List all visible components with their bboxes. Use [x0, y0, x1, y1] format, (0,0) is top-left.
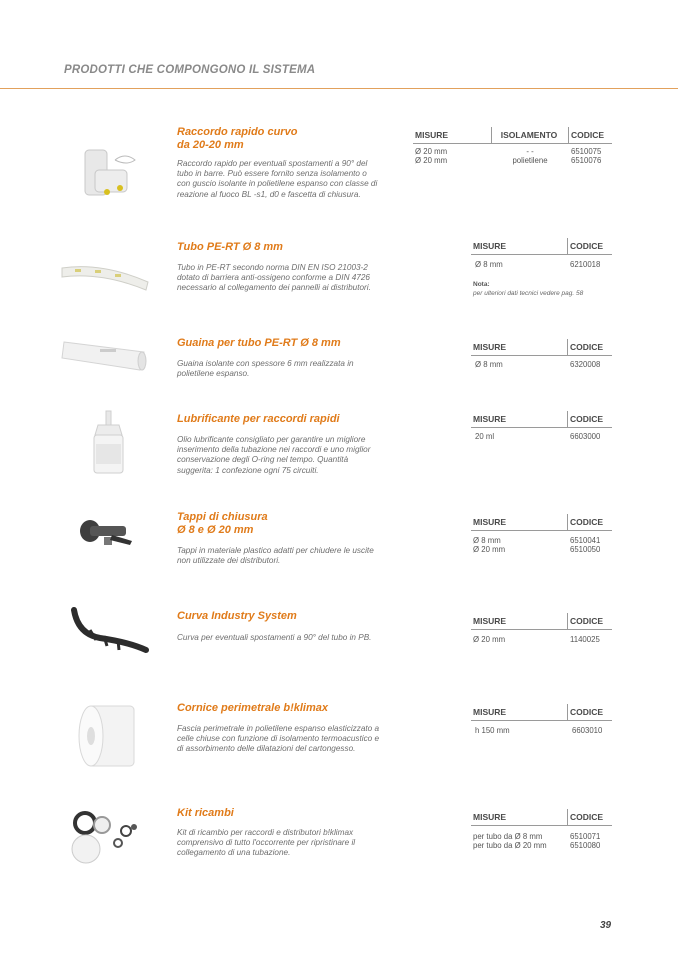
- col-isolamento: ISOLAMENTO: [500, 130, 558, 140]
- product-title: [177, 126, 407, 152]
- spec-row: [471, 832, 612, 841]
- product-description: Tappi in materiale plastico adatti per chiudere le uscite non utilizzate dei distributori.: [177, 546, 374, 566]
- product-title: [177, 511, 407, 537]
- product-title: [177, 702, 407, 715]
- cell-codice: 1140025: [570, 635, 600, 644]
- cell-misure: Ø 20 mm: [415, 147, 448, 156]
- spec-row: [471, 432, 612, 441]
- cell-misure: Ø 8 mm: [475, 260, 503, 269]
- col-misure: MISURE: [473, 414, 507, 424]
- cell-codice: 6510071: [570, 832, 601, 841]
- col-misure: MISURE: [473, 707, 507, 717]
- spec-row: [413, 147, 612, 156]
- title-line: Ø 8 e Ø 20 mm: [177, 524, 254, 536]
- product-title: [177, 337, 407, 350]
- spec-table: [471, 339, 612, 369]
- title-line: da 20-20 mm: [177, 139, 244, 151]
- product-title: [177, 807, 407, 820]
- col-codice: CODICE: [570, 241, 604, 251]
- page-number: 39: [600, 920, 612, 931]
- tappi-image: [60, 505, 150, 575]
- col-codice: CODICE: [571, 130, 605, 140]
- spec-table: [471, 514, 612, 554]
- spec-header: [413, 127, 612, 144]
- spec-header: [471, 238, 612, 255]
- spec-header: [471, 411, 612, 428]
- cell-misure: 20 ml: [475, 432, 495, 441]
- col-misure: MISURE: [415, 130, 449, 140]
- title-line: Raccordo rapido curvo: [177, 126, 298, 138]
- cell-codice: 6210018: [570, 260, 601, 269]
- spec-row: [471, 260, 612, 269]
- spec-table: [471, 704, 612, 735]
- product-title: [177, 413, 407, 426]
- lubrificante-bottle-image: [60, 408, 150, 478]
- product-description: Kit di ricambio per raccordi e distributori b!klimax comprensivo di tutto l'occorrente per ripristinare il collegamento di una tubazione.: [177, 828, 356, 858]
- cell-codice: 6510076: [571, 156, 602, 165]
- cell-misure: h 150 mm: [475, 726, 510, 735]
- header-rule: [0, 88, 678, 89]
- kit-ricambi-image: [60, 805, 150, 875]
- col-codice: CODICE: [570, 414, 604, 424]
- product-title: [177, 610, 407, 623]
- cell-misure: Ø 8 mm: [475, 360, 503, 369]
- col-misure: MISURE: [473, 517, 507, 527]
- title-line: Lubrificante per raccordi rapidi: [177, 413, 340, 425]
- spec-row: [471, 841, 612, 850]
- product-description: Raccordo rapido per eventuali spostamenti a 90° del tubo in barre. Può essere fornito senza isolamento o con guscio isolante in polietilene espanso con classe di reazione al fuoco BL -s1, d0 e fascetta di chiusura.: [177, 159, 378, 199]
- title-line: Guaina per tubo PE-RT Ø 8 mm: [177, 337, 341, 349]
- spec-row: [413, 156, 612, 165]
- cell-codice: 6510050: [570, 545, 601, 554]
- col-misure: MISURE: [473, 342, 507, 352]
- cell-misure: Ø 20 mm: [473, 635, 506, 644]
- cell-misure: Ø 8 mm: [473, 536, 501, 545]
- cornice-roll-image: [60, 700, 150, 770]
- col-codice: CODICE: [570, 812, 604, 822]
- cell-codice: 6603010: [572, 726, 603, 735]
- spec-header: [471, 809, 612, 826]
- spec-row: [471, 545, 612, 554]
- spec-header: [471, 339, 612, 356]
- note-text: per ulteriori dati tecnici vedere pag. 58: [473, 290, 584, 297]
- section-header: PRODOTTI CHE COMPONGONO IL SISTEMA: [64, 64, 316, 76]
- cell-codice: 6510075: [571, 147, 602, 156]
- product-description: Tubo in PE-RT secondo norma DIN EN ISO 21003-2 dotato di barriera anti-ossigeno conforme a DIN 4726 necessario al collegamento dei pannelli ai distributori.: [177, 263, 371, 293]
- col-misure: MISURE: [473, 241, 507, 251]
- product-description: Guaina isolante con spessore 6 mm realizzata in polietilene espanso.: [177, 359, 354, 379]
- spec-row: [471, 635, 612, 644]
- cell-isolamento: - -: [526, 147, 534, 156]
- col-codice: CODICE: [570, 517, 604, 527]
- tubo-image: [60, 240, 150, 310]
- col-misure: MISURE: [473, 812, 507, 822]
- title-line: Cornice perimetrale b!klimax: [177, 702, 329, 714]
- col-codice: CODICE: [570, 616, 604, 626]
- cell-misure: Ø 20 mm: [473, 545, 506, 554]
- spec-row: [471, 536, 612, 545]
- spec-table: [471, 411, 612, 441]
- title-line: Curva Industry System: [177, 610, 297, 622]
- cell-misure: per tubo da Ø 20 mm: [473, 841, 547, 850]
- title-line: Kit ricambi: [177, 807, 234, 819]
- col-codice: CODICE: [570, 342, 604, 352]
- cell-codice: 6603000: [570, 432, 601, 441]
- spec-table: [471, 238, 612, 269]
- guaina-image: [60, 322, 150, 392]
- spec-header: [471, 704, 612, 721]
- cell-misure: per tubo da Ø 8 mm: [473, 832, 543, 841]
- spec-table: [471, 613, 612, 644]
- cell-codice: 6510080: [570, 841, 601, 850]
- product-title: [177, 241, 407, 254]
- col-misure: MISURE: [473, 616, 507, 626]
- spec-table: [413, 127, 612, 165]
- title-line: Tubo PE-RT Ø 8 mm: [177, 241, 283, 253]
- title-line: Tappi di chiusura: [177, 511, 268, 523]
- spec-header: [471, 514, 612, 531]
- raccordo-curvo-image: [60, 140, 150, 210]
- cell-codice: 6320008: [570, 360, 601, 369]
- cell-isolamento: polietilene: [512, 156, 548, 165]
- product-description: Curva per eventuali spostamenti a 90° del tubo in PB.: [177, 633, 372, 642]
- spec-header: [471, 613, 612, 630]
- note-label: Nota:: [473, 281, 490, 288]
- product-description: Olio lubrificante consigliato per garantire un migliore inserimento della tubazione nei raccordi e uno miglior conservazione degli O-ring nel tempo. Quantità suggerita: 1 confezione ogni 75 circuiti.: [177, 435, 371, 475]
- spec-row: [471, 726, 612, 735]
- spec-table: [471, 809, 612, 850]
- col-codice: CODICE: [570, 707, 604, 717]
- spec-row: [471, 360, 612, 369]
- curva-image: [60, 600, 150, 670]
- product-description: Fascia perimetrale in polietilene espanso elasticizzato a celle chiuse con funzione di isolamento termoacustico e di assorbimento delle dilatazioni del cartongesso.: [177, 724, 380, 754]
- cell-misure: Ø 20 mm: [415, 156, 448, 165]
- cell-codice: 6510041: [570, 536, 601, 545]
